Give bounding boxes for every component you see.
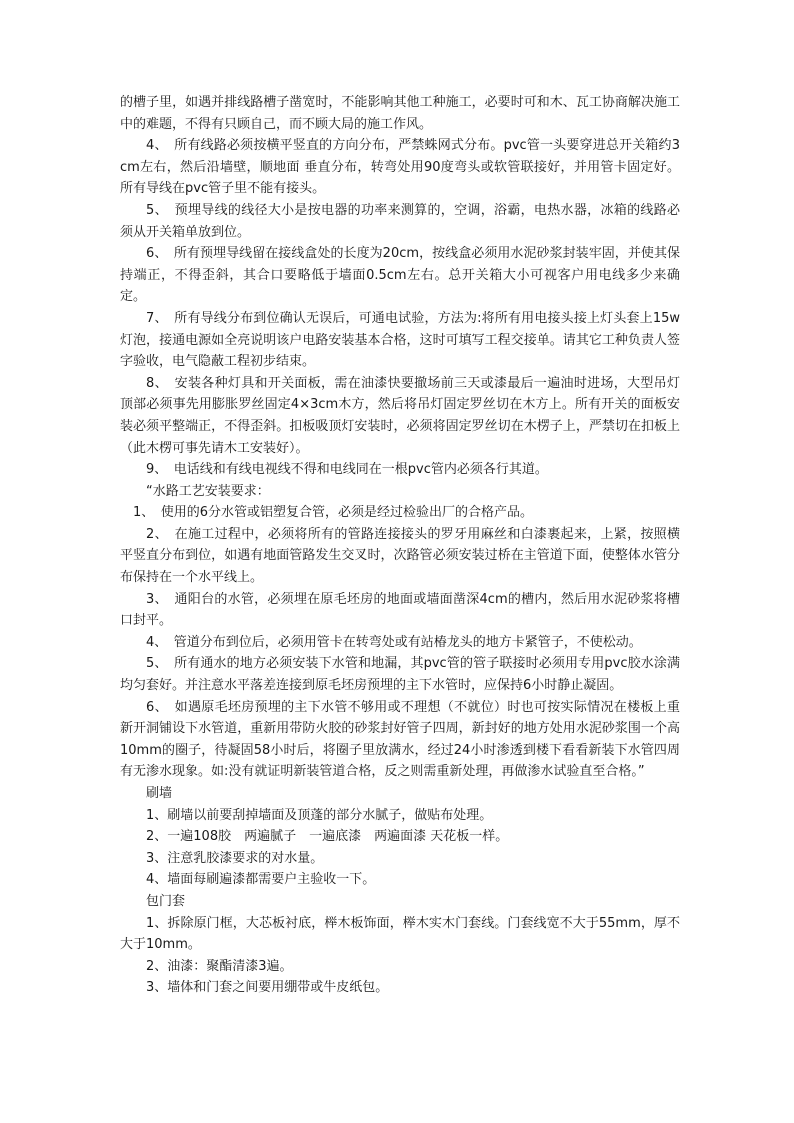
paragraph-wiring-item-9: 9、 电话线和有线电视线不得和电线同在一根pvc管内必须各行其道。 [146,462,548,478]
paragraph-wiring-item-5: 5、 预埋导线的线径大小是按电器的功率来测算的，空调，浴霸，电热水器，冰箱的线路必须从开关箱单放到位。 [120,202,680,240]
paragraph-wiring-item-7: 7、 所有导线分布到位确认无误后，可通电试验，方法为:将所有用电接头接上灯头套上15w灯泡，接通电源如全亮说明该户电路安装基本合格，这时可填写工程交接单。请其它工种负责人签字验收，电气隐蔽工程初步结束。 [120,310,680,370]
paragraph-painting-item-1: 1、刷墙以前要刮掉墙面及顶蓬的部分水腻子，做贴布处理。 [146,807,493,823]
paragraph-wiring-item-6: 6、 所有预埋导线留在接线盒处的长度为20cm，按线盒必须用水泥砂浆封装牢固，并使其保持端正，不得歪斜，其合口要略低于墙面0.5cm左右。总开关箱大小可视客户用电线多少来确定。 [120,246,680,305]
paragraph-plumbing-item-6: 6、 如遇原毛坯房预埋的主下水管不够用或不理想（不就位）时也可按实际情况在楼板上重新开洞铺设下水管道，重新用带防火胶的砂浆封好管子四周，新封好的地方处用水泥砂浆围一个高10mm的圈子，待凝固58小时后，将圈子里放满水，经过24小时渗透到楼下看看新装下水管四周有无渗水现象。如:没有就证明新装管道合格，反之则需重新处理，再做渗水试验直至合格。” [120,699,680,780]
paragraph-painting-item-3: 3、注意乳胶漆要求的对水量。 [146,850,324,866]
paragraph-wiring-item-8: 8、 安装各种灯具和开关面板，需在油漆快要撤场前三天或漆最后一遍油时进场，大型吊灯顶部必须事先用膨胀罗丝固定4×3cm木方，然后将吊灯固定罗丝切在木方上。所有开关的面板安装必须平整端正，不得歪斜。扣板吸顶灯安装时，必须将固定罗丝切在木楞子上，严禁切在扣板上（此木楞可事先请木工安装好）。 [120,375,680,456]
paragraph-wiring-item-4: 4、 所有线路必须按横平竖直的方向分布，严禁蛛网式分布。pvc管一头要穿进总开关箱约3cm左右，然后沿墙壁，顺地面 垂直分布，转弯处用90度弯头或软管联接好，并用管卡固定好。所有导线在pvc管子里不能有接头。 [120,138,680,197]
paragraph-door-casing-item-1: 1、拆除原门框，大芯板衬底，榉木板饰面，榉木实木门套线。门套线宽不大于55mm，厚不大于10mm。 [120,915,680,953]
section-heading-wall-painting: 刷墙 [146,786,173,801]
paragraph-plumbing-item-4: 4、 管道分布到位后，必须用管卡在转弯处或有站椿龙头的地方卡紧管子，不使松动。 [146,634,642,650]
paragraph-door-casing-item-3: 3、墙体和门套之间要用绷带或牛皮纸包。 [146,980,389,996]
paragraph-plumbing-item-1: 1、 使用的6分水管或铝塑复合管，必须是经过检验出厂的合格产品。 [133,505,534,521]
paragraph-painting-item-4: 4、墙面每刷遍漆都需要户主验收一下。 [146,872,376,888]
document-page [120,92,680,999]
paragraph-plumbing-item-5: 5、 所有通水的地方必须安装下水管和地漏，其pvc管的管子联接时必须用专用pvc胶水涂满均匀套好。并注意水平落差连接到原毛坯房预埋的主下水管时，应保持6小时静止凝固。 [120,656,680,694]
section-heading-plumbing: “水路工艺安装要求： [146,483,270,499]
paragraph-plumbing-item-3: 3、 通阳台的水管，必须埋在原毛坯房的地面或墙面凿深4cm的槽内，然后用水泥砂浆将槽口封平。 [120,591,680,629]
section-heading-door-casing: 包门套 [146,893,186,909]
paragraph-wiring-intro-continued: 的槽子里，如遇并排线路槽子凿宽时，不能影响其他工种施工，必要时可和木、瓦工协商解决施工中的难题，不得有只顾自己，而不顾大局的施工作风。 [120,95,680,132]
paragraph-door-casing-item-2: 2、油漆：聚酯清漆3遍。 [146,958,293,974]
paragraph-plumbing-item-2: 2、 在施工过程中，必须将所有的管路连接接头的罗牙用麻丝和白漆裹起来，上紧，按照横平竖直分布到位，如遇有地面管路发生交叉时，次路管必须安装过桥在主管道下面，使整体水管分布保持在一个水平线上。 [120,526,680,586]
paragraph-painting-item-2: 2、一遍108胶 两遍腻子 一遍底漆 两遍面漆 天花板一样。 [146,829,509,845]
